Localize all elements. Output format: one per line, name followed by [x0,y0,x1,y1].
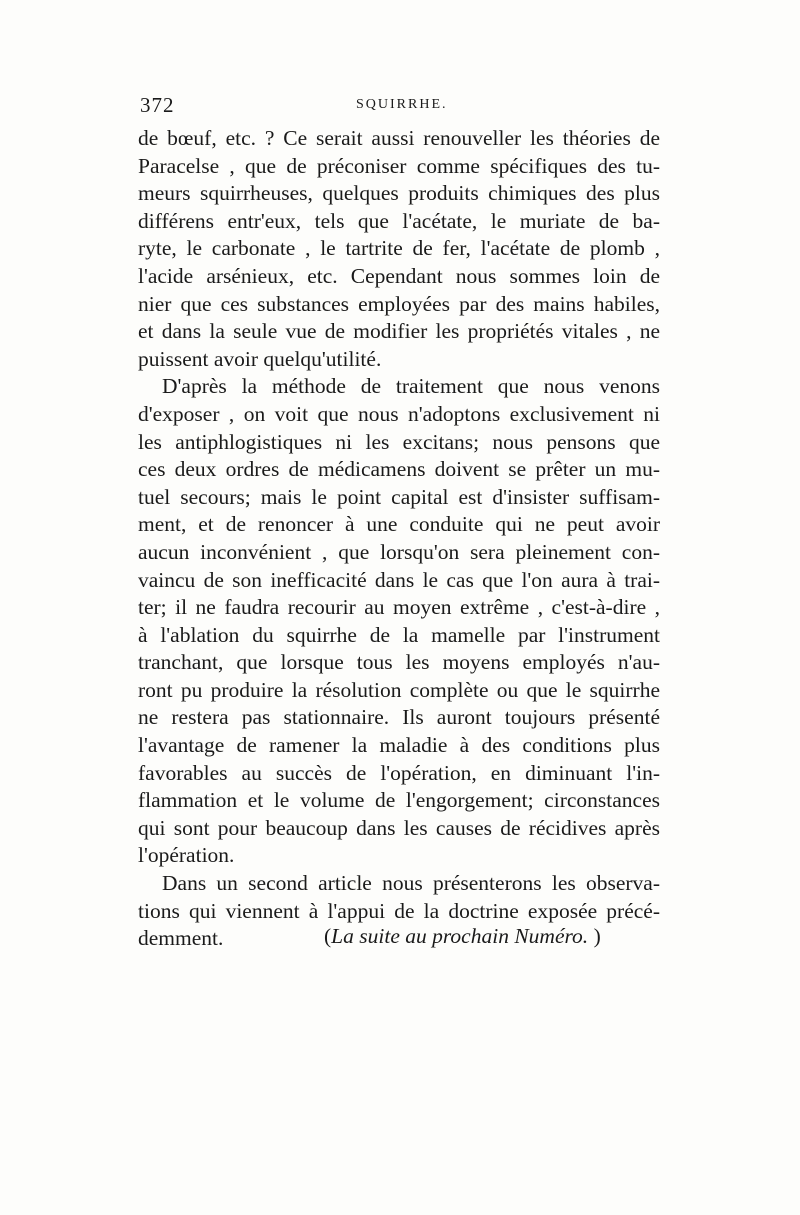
running-head: SQUIRRHE. [356,97,448,112]
text-line: ryte, le carbonate , le tartrite de fer, l'acétate de plomb , [138,236,660,261]
text-line: l'acide arsénieux, etc. Cependant nous sommes loin de [138,263,660,288]
text-line: de bœuf, etc. ? Ce serait aussi renouveller les théories de [138,126,660,150]
text-line: Paracelse , que de préconiser comme spécifiques des tu- [138,153,660,178]
text-line: l'opération. [138,843,235,868]
text-line: à l'ablation du squirrhe de la mamelle par l'instrument [138,622,660,647]
body-text [138,125,660,953]
close-paren: ) [593,924,601,948]
text-line: tuel secours; mais le point capital est d'insister suffisam- [138,484,660,509]
text-line: flammation et le volume de l'engorgement; circonstances [138,788,660,813]
text-line: les antiphlogistiques ni les excitans; nous pensons que [138,429,660,454]
text-line: demment. [138,926,224,951]
paragraph [138,373,660,870]
text-line: meurs squirrheuses, quelques produits chimiques des plus [138,181,660,206]
text-line: différens entr'eux, tels que l'acétate, le muriate de ba- [138,208,660,233]
page-number: 372 [140,93,175,117]
text-line: ront pu produire la résolution complète ou que le squirrhe [138,677,660,702]
text-line: ter; il ne faudra recourir au moyen extrême , c'est-à-dire , [138,595,660,620]
text-line: ces deux ordres de médicamens doivent se prêter un mu- [138,457,660,482]
text-line: puissent avoir quelqu'utilité. [138,346,382,371]
continuation-note [324,923,601,951]
text-line: Dans un second article nous présenterons les observa- [162,871,660,896]
text-line: d'exposer , on voit que nous n'adoptons exclusivement ni [138,401,660,426]
text-line: aucun inconvénient , que lorsqu'on sera pleinement con- [138,539,660,564]
text-line: qui sont pour beaucoup dans les causes de récidives après [138,815,660,840]
text-line: tranchant, que lorsque tous les moyens employés n'au- [138,650,660,675]
continuation-text: La suite au prochain Numéro. [331,924,589,948]
text-line: l'avantage de ramener la maladie à des conditions plus [138,733,660,758]
text-line: favorables au succès de l'opération, en diminuant l'in- [138,760,660,785]
text-line: ne restera pas stationnaire. Ils auront toujours présenté [138,705,660,730]
page-header [140,93,660,117]
text-line: vaincu de son inefficacité dans le cas que l'on aura à trai- [138,567,660,592]
text-line: tions qui viennent à l'appui de la doctrine exposée précé- [138,898,660,923]
open-paren: ( [324,924,332,948]
text-line: nier que ces substances employées par des mains habiles, [138,291,660,316]
text-line: ment, et de renoncer à une conduite qui ne peut avoir [138,512,660,537]
paragraph [138,125,660,373]
text-line: D'après la méthode de traitement que nous venons [162,374,660,399]
text-line: et dans la seule vue de modifier les propriétés vitales , ne [138,319,660,344]
